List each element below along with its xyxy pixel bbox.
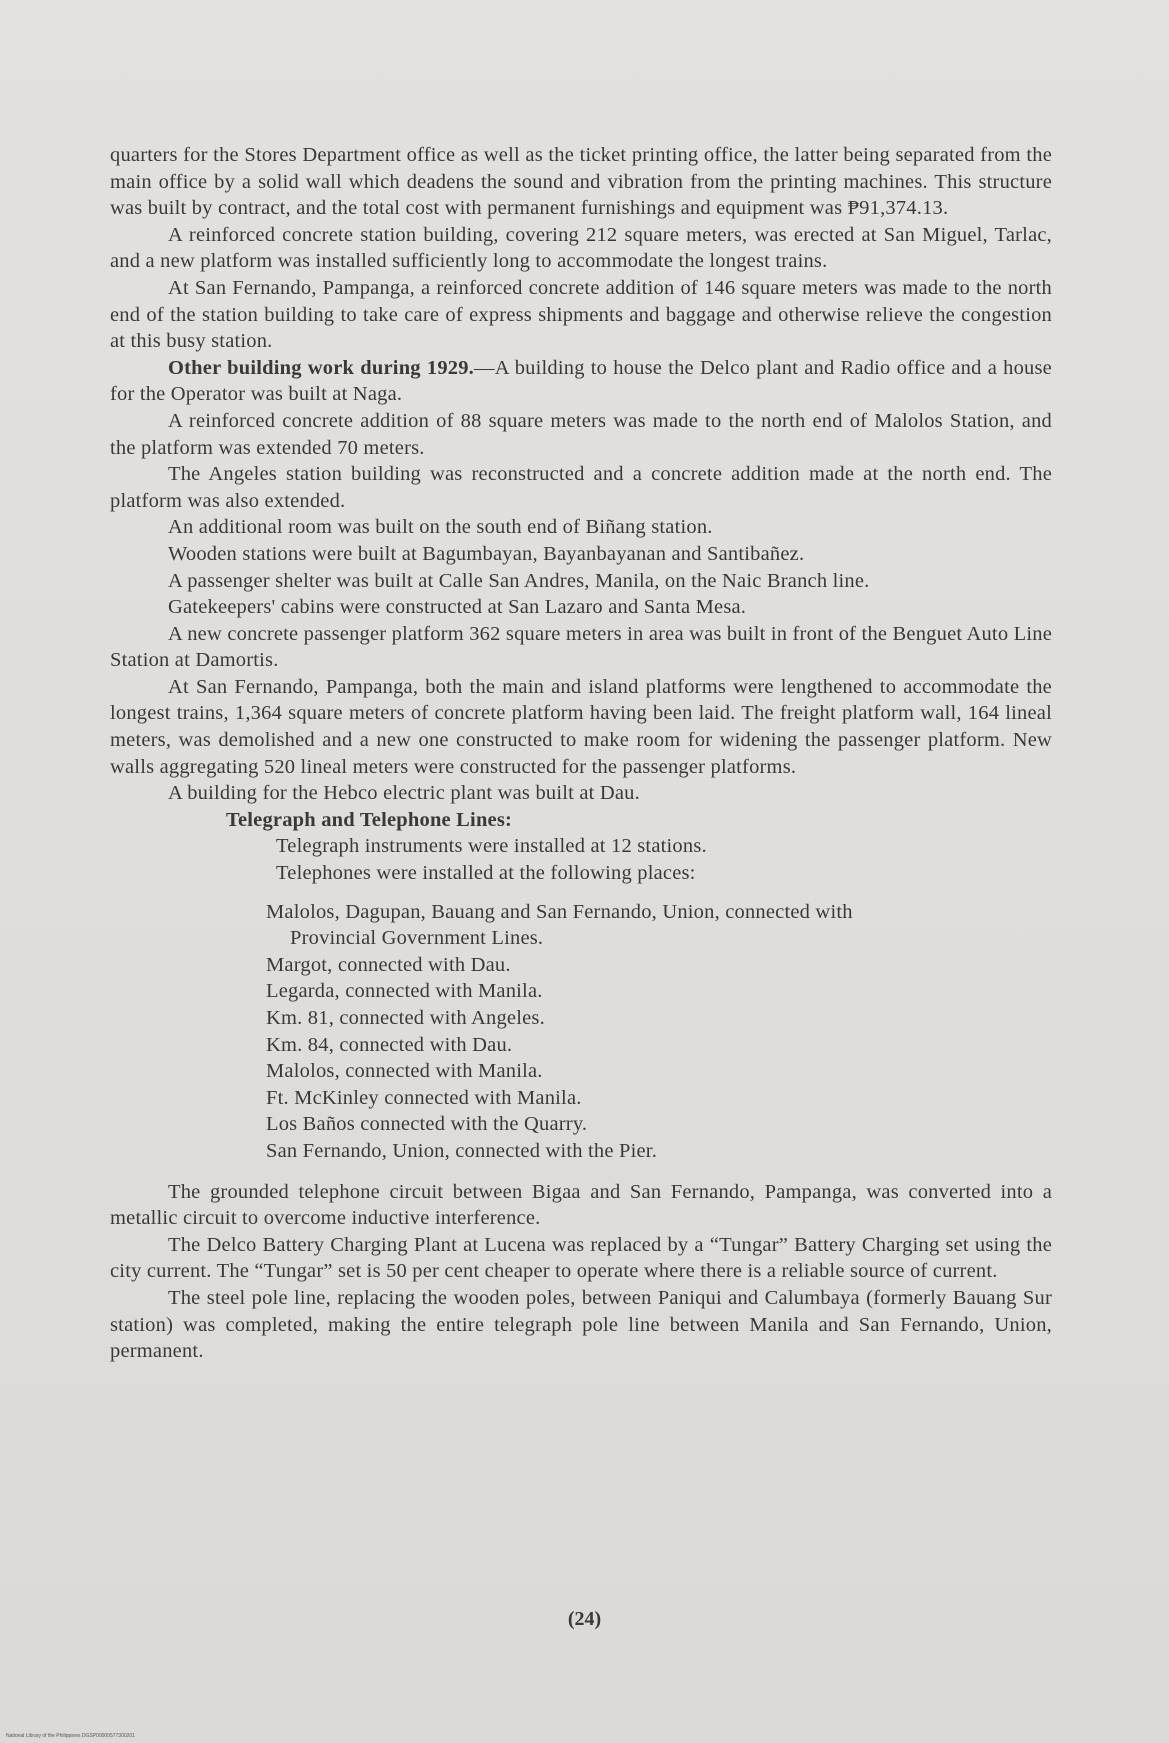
paragraph-other-building [110, 355, 1052, 408]
list-item: Ft. McKinley connected with Manila. [266, 1086, 582, 1109]
body-text [110, 142, 1052, 1365]
list-item: Km. 81, connected with Angeles. [266, 1007, 545, 1029]
list-item: Legarda, connected with Manila. [266, 980, 543, 1003]
list-item: Km. 84, connected with Dau. [266, 1033, 513, 1056]
paragraph-tungar: The Delco Battery Charging Plant at Lucena was replaced by a “Tungar” Battery Charging set using the city current. The “Tungar” set is 50 per cent cheaper to operate where there is a reliable source of current. [110, 1233, 1052, 1283]
paragraph-angeles: The Angeles station building was reconstructed and a concrete addition made at the north end. The platform was also extended. [110, 463, 1052, 512]
paragraph-damortis: A new concrete passenger platform 362 square meters in area was built in front of the Benguet Auto Line Station at Damortis. [110, 622, 1052, 672]
paragraph-wooden-stations: Wooden stations were built at Bagumbayan, Bayanbayanan and Santibañez. [168, 542, 805, 565]
paragraph-stores-department: quarters for the Stores Department office as well as the ticket printing office, the latter being separated from the main office by a solid wall which deadens the sound and vibration from the printing machines. This structure was built by contract, and the total cost with permanent furnishings and equipment was ₱91,374.13. [110, 144, 1052, 220]
paragraph-binang: An additional room was built on the south end of Biñang station. [168, 516, 713, 539]
list-item: Malolos, connected with Manila. [266, 1060, 543, 1083]
list-item: San Fernando, Union, connected with the Pier. [266, 1139, 658, 1162]
list-item-continuation: Provincial Government Lines. [290, 927, 544, 950]
archive-footer: National Library of the Philippines DGSP00000577300201 [6, 1733, 135, 1739]
paragraph-san-fernando-platforms: At San Fernando, Pampanga, both the main and island platforms were lengthened to accommodate the longest trains, 1,364 square meters of concrete platform having been laid. The freight platform wall, 164 lineal meters, was demolished and a new one constructed to make room for widening the passenger platform. New walls aggregating 520 lineal meters were constructed for the passenger platforms. [110, 675, 1052, 778]
other-building-heading: Other building work during 1929. [168, 356, 474, 379]
list-item-text: Malolos, Dagupan, Bauang and San Fernando, Union, connected with [266, 900, 853, 923]
telegraph-line-2: Telephones were installed at the following places: [276, 862, 696, 885]
paragraph-passenger-shelter: A passenger shelter was built at Calle San Andres, Manila, on the Naic Branch line. [168, 569, 870, 592]
paragraph-steel-pole: The steel pole line, replacing the wooden poles, between Paniqui and Calumbaya (formerly Bauang Sur station) was completed, making the entire telegraph pole line between Manila and San Fernando, Union, permanent. [110, 1286, 1052, 1363]
paragraph-gatekeepers: Gatekeepers' cabins were constructed at San Lazaro and Santa Mesa. [168, 596, 747, 619]
telephone-list [110, 899, 1052, 1165]
telegraph-heading: Telegraph and Telephone Lines: [226, 808, 513, 831]
list-item: Los Baños connected with the Quarry. [266, 1113, 588, 1136]
page-number: (24) [567, 1608, 602, 1630]
list-item: Margot, connected with Dau. [266, 953, 511, 976]
telegraph-line-1: Telegraph instruments were installed at 12 stations. [276, 835, 707, 858]
paragraph-grounded-circuit: The grounded telephone circuit between Bigaa and San Fernando, Pampanga, was converted into a metallic circuit to overcome inductive interference. [110, 1180, 1052, 1230]
paragraph-hebco: A building for the Hebco electric plant was built at Dau. [168, 782, 640, 805]
list-item [266, 899, 1052, 952]
other-building-text: —A building to house the Delco plant and Radio office and a house for the Operator was built at Naga. [110, 356, 1052, 406]
paragraph-san-fernando-addition: At San Fernando, Pampanga, a reinforced concrete addition of 146 square meters was made to the north end of the station building to take care of express shipments and baggage and otherwise relieve the congestion at this busy station. [110, 276, 1052, 353]
paragraph-san-miguel: A reinforced concrete station building, covering 212 square meters, was erected at San Miguel, Tarlac, and a new platform was installed sufficiently long to accommodate the longest trains. [110, 223, 1052, 273]
paragraph-malolos-addition: A reinforced concrete addition of 88 square meters was made to the north end of Malolos Station, and the platform was extended 70 meters. [110, 409, 1052, 459]
